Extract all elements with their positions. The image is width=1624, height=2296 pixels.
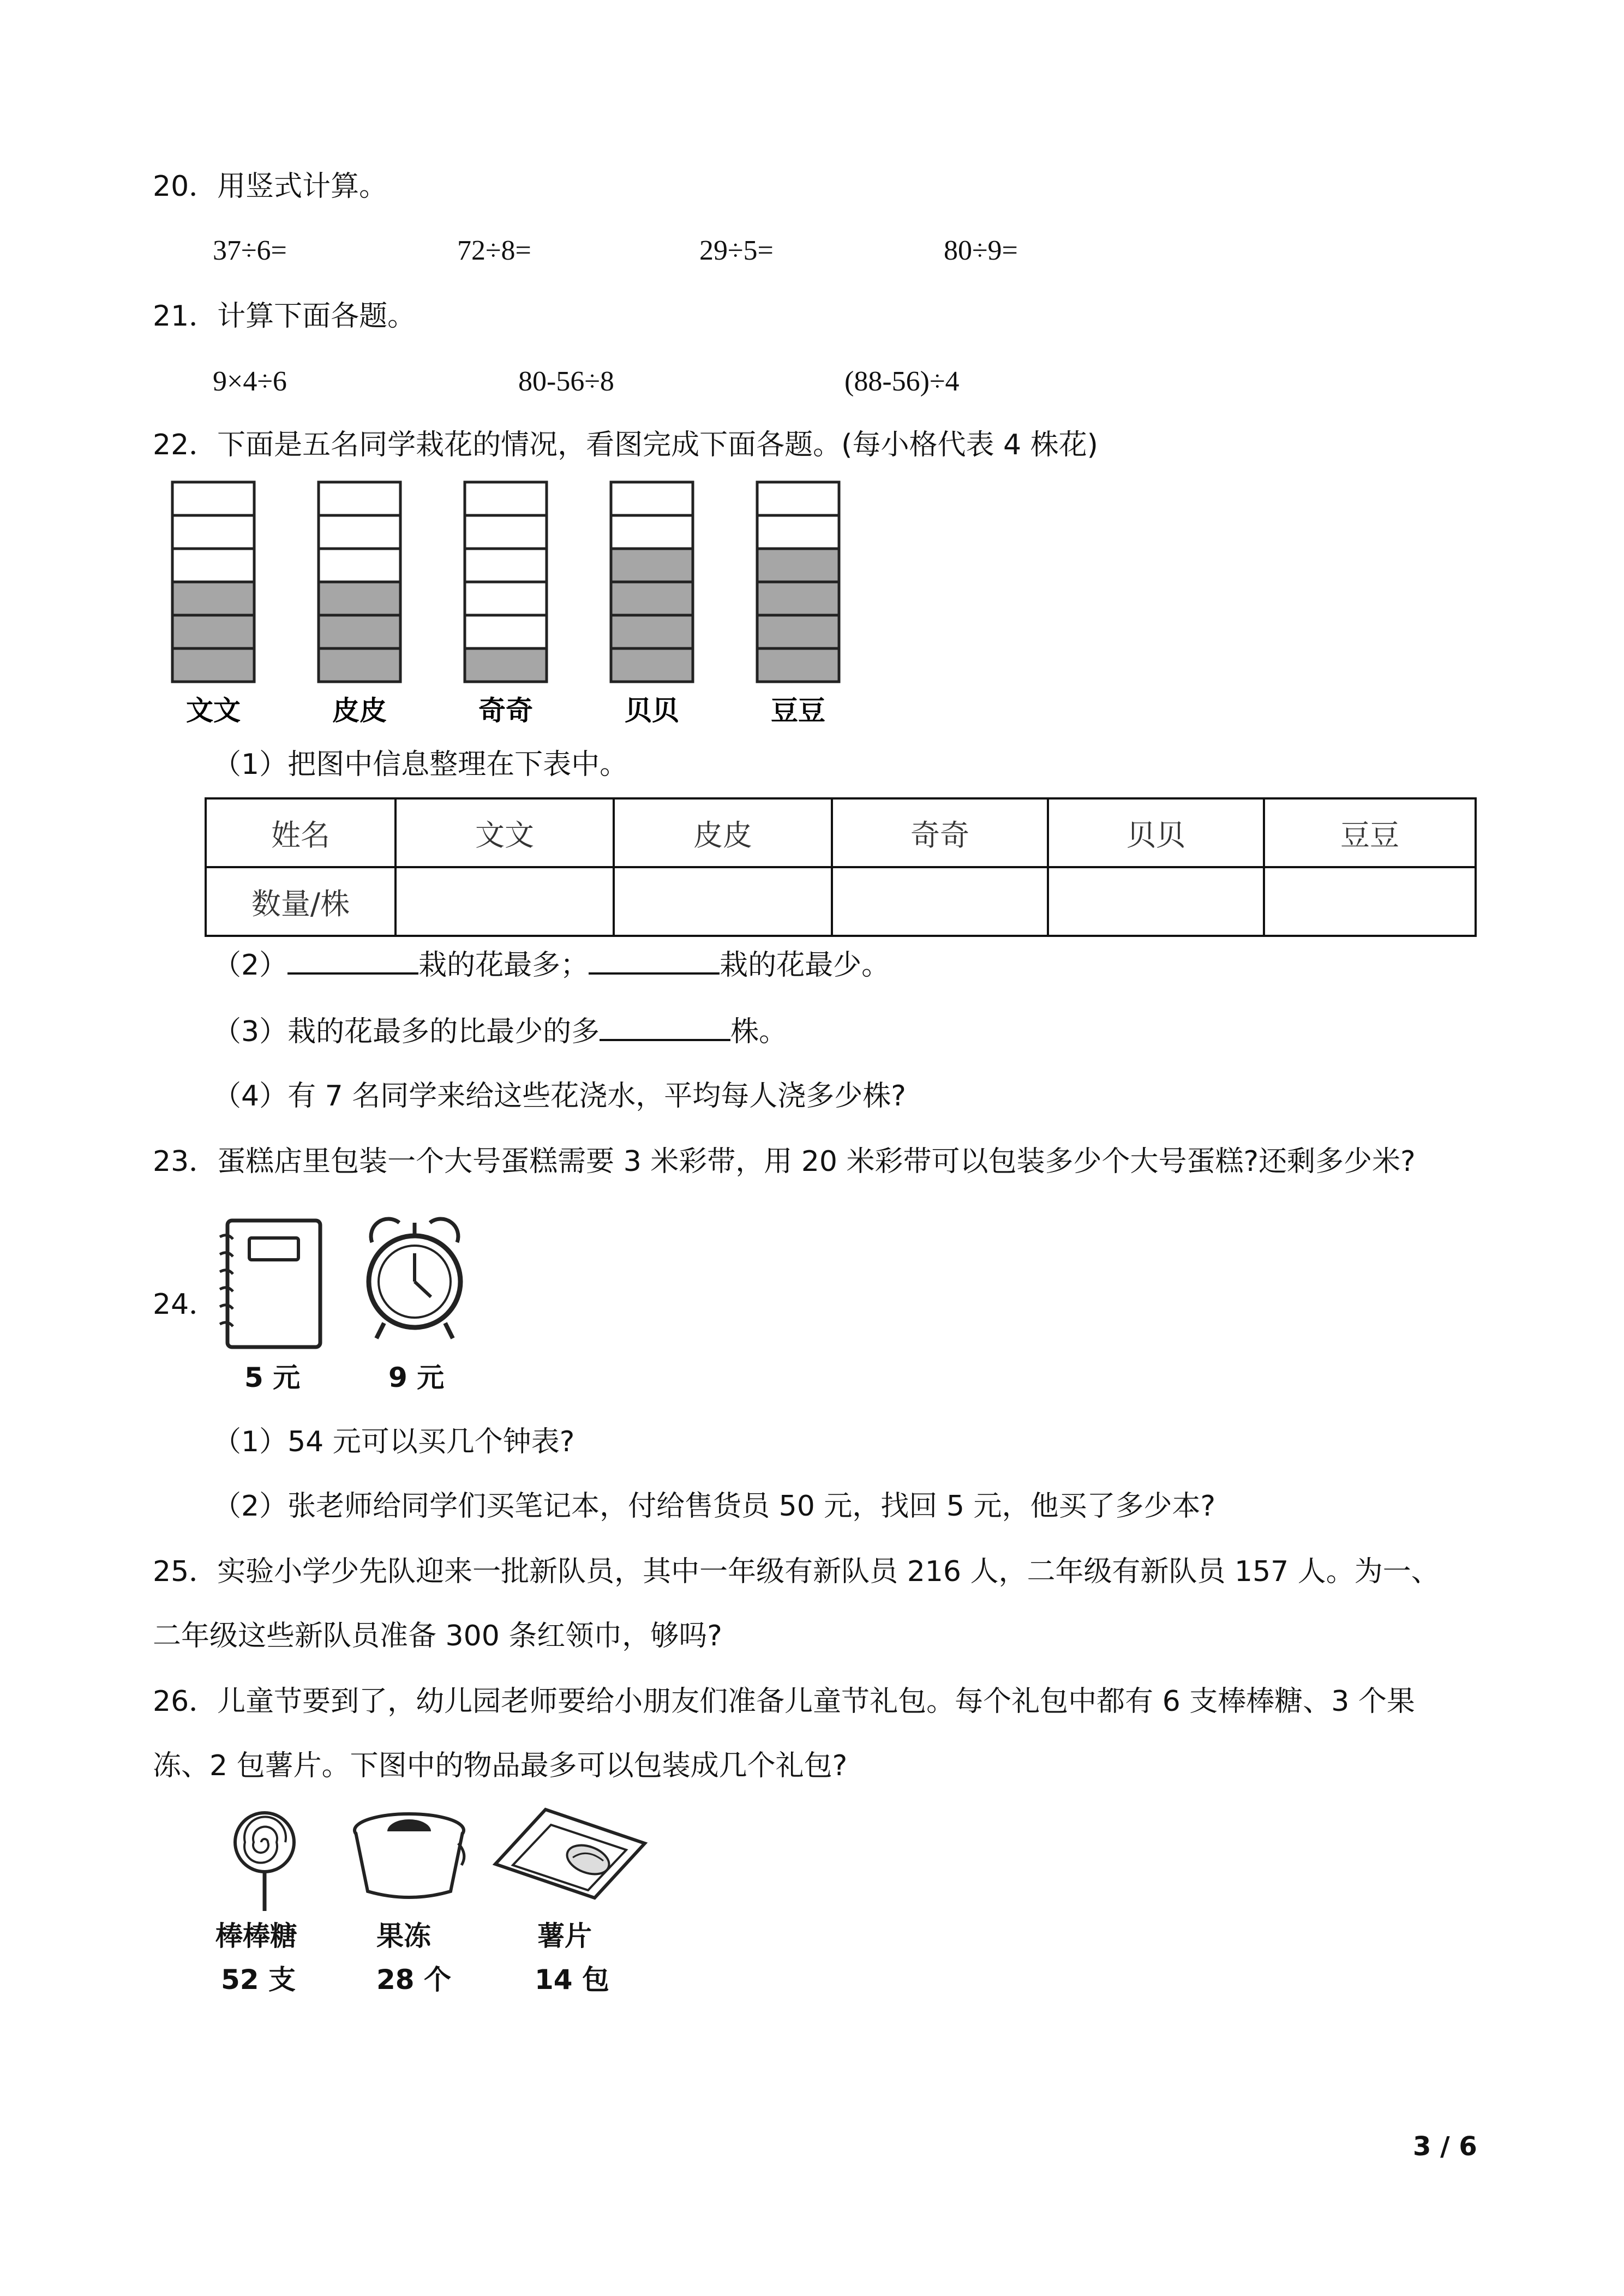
bar-cell-filled	[757, 582, 839, 615]
table-header-cell: 姓名	[206, 798, 395, 867]
bar-cell-filled	[757, 615, 839, 648]
bar-cell-filled	[172, 582, 254, 615]
bar-cell-empty	[465, 549, 547, 582]
sub2-mid: 栽的花最多；	[418, 949, 589, 982]
bar-cell-filled	[611, 615, 693, 648]
bar-cell-empty	[465, 482, 547, 515]
chips-name: 薯片	[537, 1920, 592, 1952]
q24-sub2: （2）张老师给同学们买笔记本，付给售货员 50 元，找回 5 元，他买了多少本?	[213, 1490, 1216, 1523]
bar-cell-empty	[611, 482, 693, 515]
table-row-label: 数量/株	[206, 867, 395, 936]
table-row	[206, 867, 1476, 936]
sub2-prefix: （2）	[213, 949, 288, 982]
jelly-name: 果冻	[376, 1920, 431, 1952]
table-row	[206, 798, 1476, 867]
q23-title: 23．蛋糕店里包装一个大号蛋糕需要 3 米彩带，用 20 米彩带可以包装多少个大号蛋糕?还剩多少米?	[153, 1145, 1416, 1178]
bar-cell-empty	[465, 582, 547, 615]
bar-cell-filled	[611, 549, 693, 582]
flower-table	[205, 797, 1477, 937]
q26-line2: 冻、2 包薯片。下图中的物品最多可以包装成几个礼包?	[153, 1750, 848, 1782]
q20-item-4: 80÷9=	[944, 235, 1018, 266]
q20-item-1: 37÷6=	[213, 235, 287, 266]
bar-label: 贝贝	[625, 695, 679, 726]
q24-number: 24．	[153, 1288, 218, 1321]
bar-cell-filled	[319, 582, 400, 615]
bar-cell-filled	[757, 549, 839, 582]
bar-奇奇	[465, 482, 547, 726]
bar-cell-empty	[172, 515, 254, 549]
table-header-cell: 文文	[395, 798, 614, 867]
bar-cell-empty	[757, 515, 839, 549]
bar-文文	[172, 482, 254, 726]
bar-cell-empty	[172, 482, 254, 515]
q21-item-2: 80-56÷8	[518, 366, 614, 397]
q24-sub1: （1）54 元可以买几个钟表?	[213, 1426, 575, 1458]
q21-title: 21．计算下面各题。	[153, 300, 416, 333]
bar-cell-filled	[611, 582, 693, 615]
bar-label: 豆豆	[771, 695, 825, 726]
q21-item-3: (88-56)÷4	[844, 366, 960, 397]
q22-sub2	[213, 948, 890, 983]
q20-item-3: 29÷5=	[699, 235, 774, 266]
bar-cell-empty	[172, 549, 254, 582]
bar-cell-empty	[319, 549, 400, 582]
bar-cell-empty	[319, 482, 400, 515]
bar-皮皮	[319, 482, 400, 726]
answer-cell[interactable]	[614, 867, 832, 936]
bar-cell-filled	[172, 615, 254, 648]
bar-cell-empty	[465, 515, 547, 549]
q25-line1: 25．实验小学少先队迎来一批新队员，其中一年级有新队员 216 人，二年级有新队员 157 人。为一、	[153, 1555, 1440, 1588]
bar-cell-filled	[172, 648, 254, 682]
sub3-prefix: （3）栽的花最多的比最少的多	[213, 1015, 600, 1048]
bar-豆豆	[757, 482, 839, 726]
bar-cell-filled	[757, 648, 839, 682]
table-header-cell: 贝贝	[1048, 798, 1264, 867]
answer-cell[interactable]	[1048, 867, 1264, 936]
answer-blank[interactable]	[287, 948, 418, 975]
answer-blank[interactable]	[600, 1015, 730, 1041]
chips-bag-icon	[491, 1804, 649, 1902]
bar-cell-empty	[611, 515, 693, 549]
bar-cell-empty	[319, 515, 400, 549]
notebook-icon	[215, 1215, 330, 1357]
bar-label: 文文	[186, 695, 241, 726]
q21-item-1: 9×4÷6	[213, 366, 287, 397]
jelly-cup-icon	[349, 1810, 469, 1902]
chips-qty: 14 包	[535, 1964, 609, 1996]
q20-title: 20．用竖式计算。	[153, 170, 388, 203]
bar-贝贝	[611, 482, 693, 726]
q26-line1: 26．儿童节要到了，幼儿园老师要给小朋友们准备儿童节礼包。每个礼包中都有 6 支棒棒糖、3 个果	[153, 1685, 1415, 1718]
q25-line2: 二年级这些新队员准备 300 条红领巾，够吗?	[153, 1620, 722, 1652]
sub3-suffix: 株。	[730, 1015, 788, 1048]
q22-sub1: （1）把图中信息整理在下表中。	[213, 748, 628, 781]
bar-cell-filled	[611, 648, 693, 682]
bar-cell-filled	[319, 615, 400, 648]
q22-title: 22．下面是五名同学栽花的情况，看图完成下面各题。(每小格代表 4 株花)	[153, 429, 1098, 461]
notebook-price: 5 元	[244, 1362, 301, 1393]
sub2-suffix: 栽的花最少。	[720, 949, 890, 982]
bar-label: 皮皮	[332, 695, 387, 726]
flower-bar-chart	[164, 480, 873, 736]
bar-cell-empty	[465, 615, 547, 648]
bar-cell-filled	[465, 648, 547, 682]
bar-cell-filled	[319, 648, 400, 682]
answer-cell[interactable]	[1264, 867, 1476, 936]
table-header-cell: 皮皮	[614, 798, 832, 867]
bar-label: 奇奇	[478, 695, 533, 726]
answer-blank[interactable]	[589, 948, 720, 975]
lollipop-name: 棒棒糖	[215, 1920, 297, 1952]
answer-cell[interactable]	[395, 867, 614, 936]
clock-price: 9 元	[388, 1362, 445, 1393]
q22-sub3	[213, 1014, 787, 1049]
alarm-clock-icon	[360, 1210, 469, 1346]
answer-cell[interactable]	[832, 867, 1048, 936]
bar-cell-empty	[757, 482, 839, 515]
q22-sub4: （4）有 7 名同学来给这些花浇水，平均每人浇多少株?	[213, 1080, 906, 1113]
page-number: 3 / 6	[1413, 2131, 1477, 2162]
q20-item-2: 72÷8=	[457, 235, 531, 266]
table-header-cell: 豆豆	[1264, 798, 1476, 867]
lollipop-icon	[226, 1810, 303, 1913]
jelly-qty: 28 个	[376, 1964, 451, 1996]
table-header-cell: 奇奇	[832, 798, 1048, 867]
lollipop-qty: 52 支	[221, 1964, 296, 1996]
